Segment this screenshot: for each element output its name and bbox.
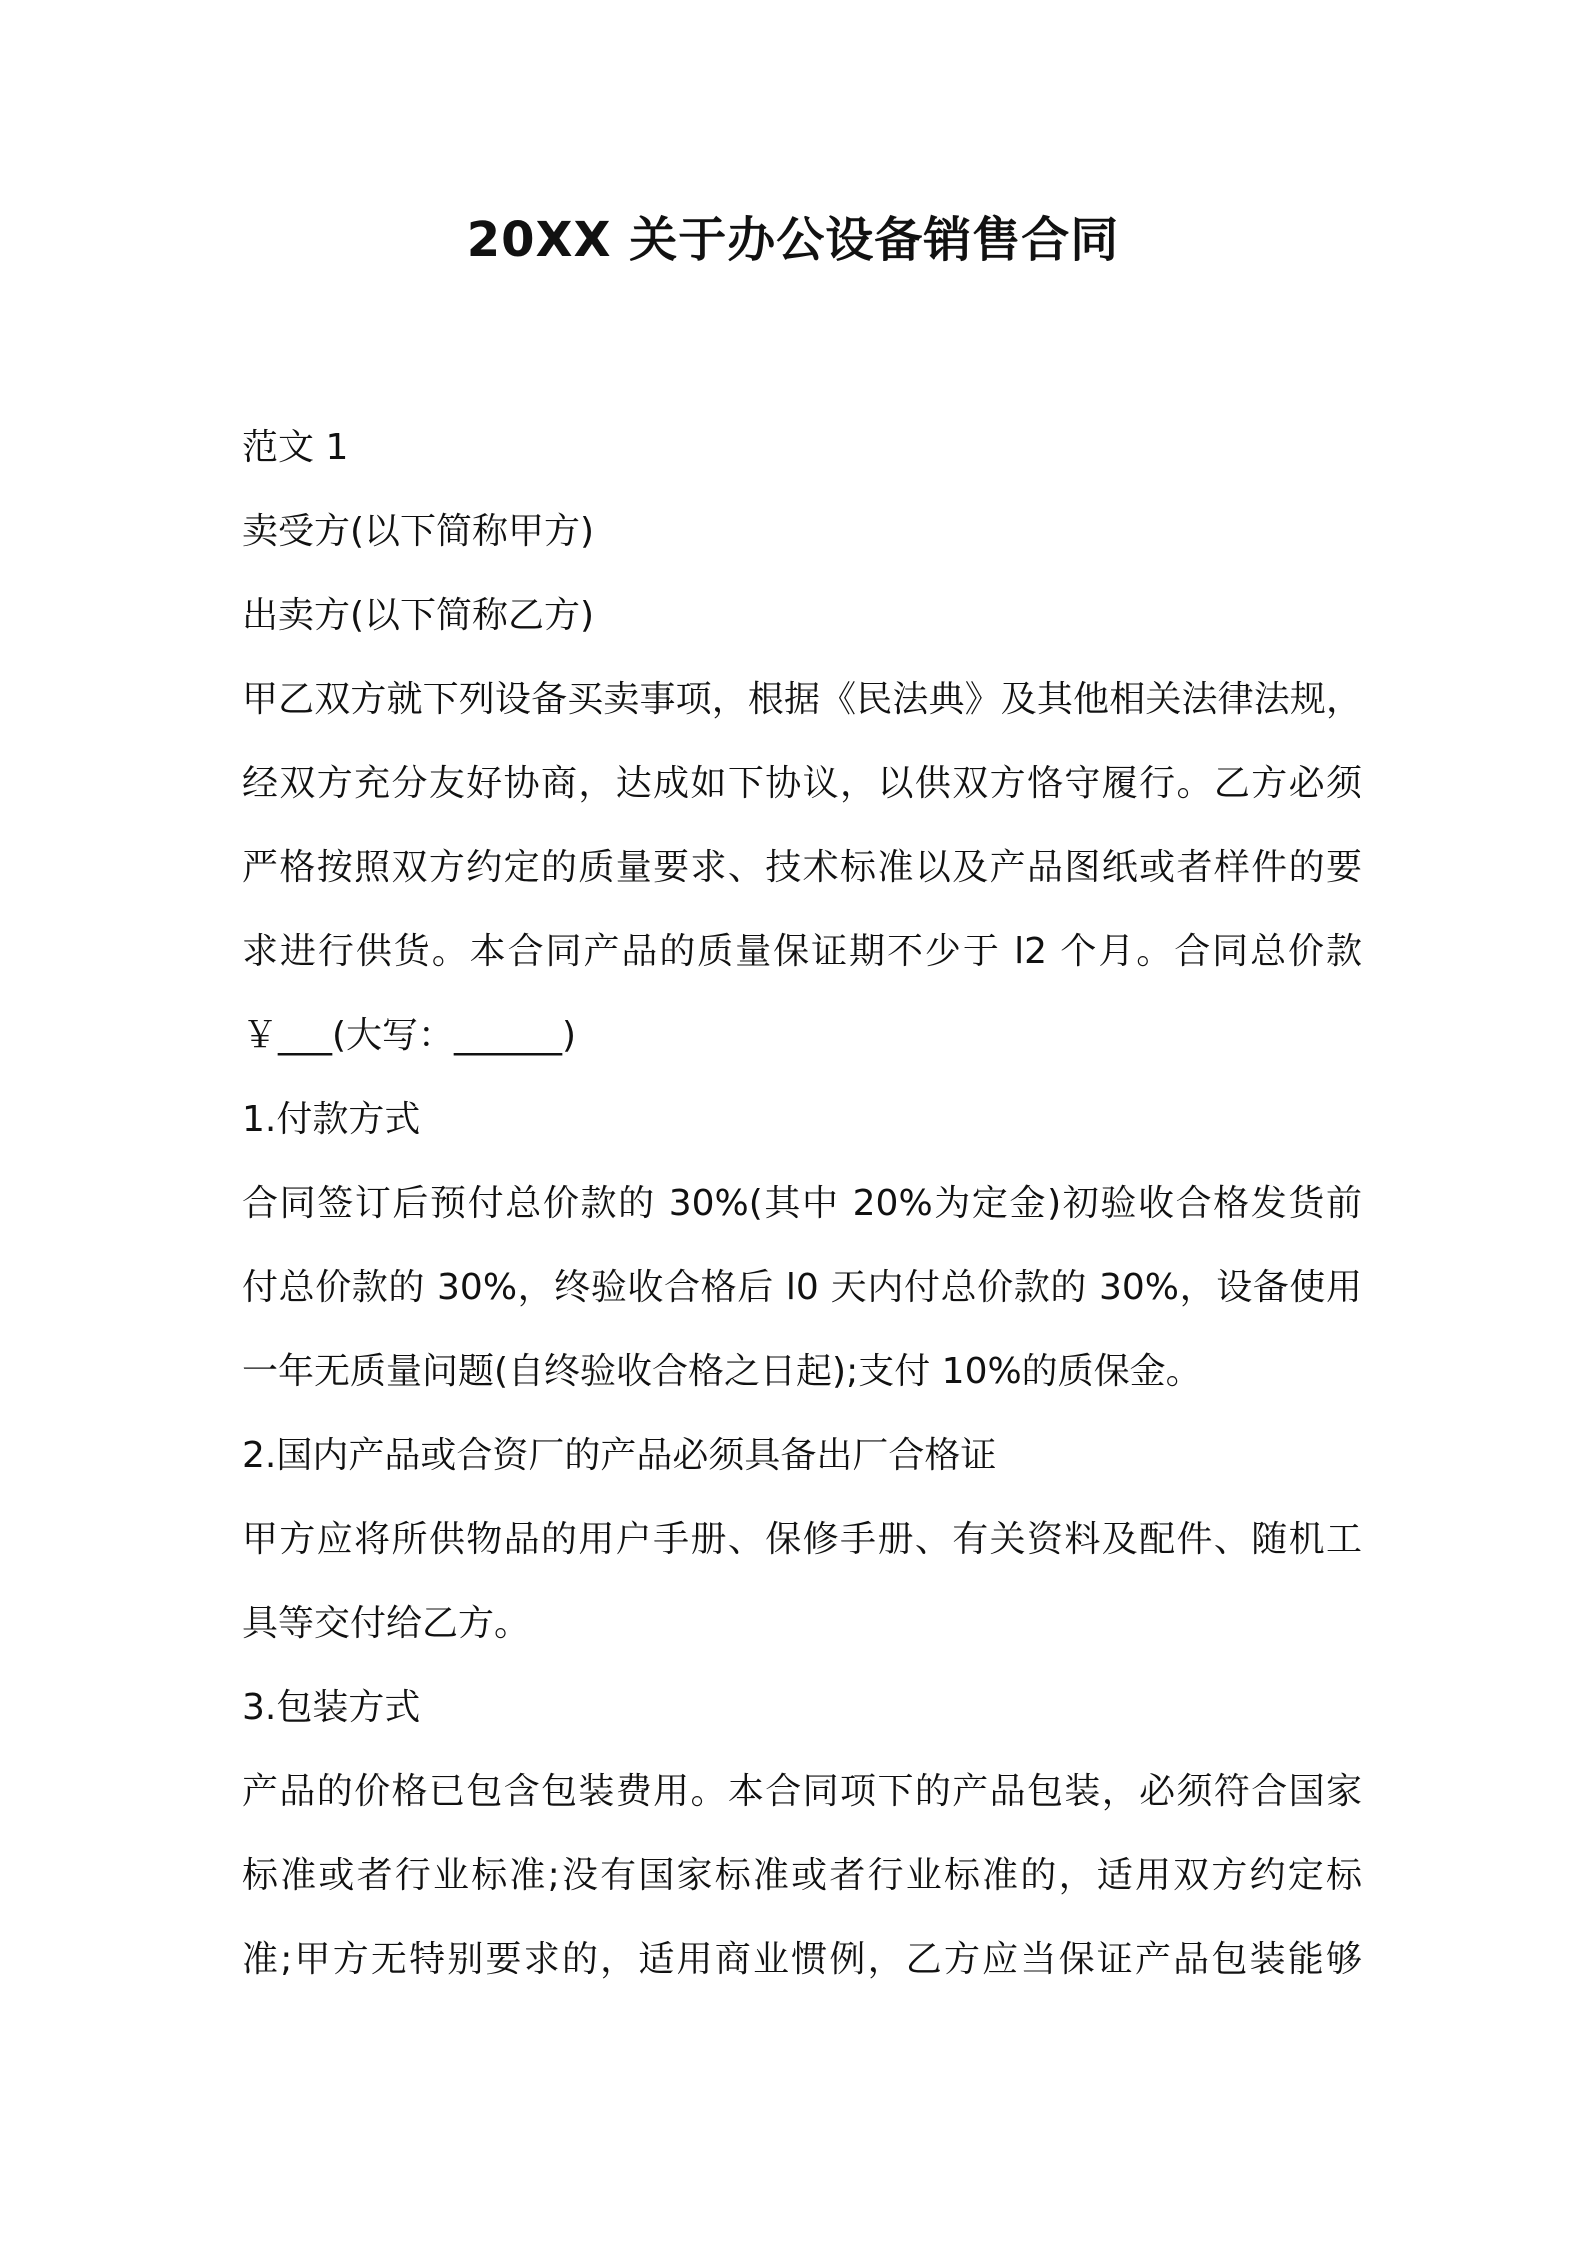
document-title: 20XX 关于办公设备销售合同 [466, 212, 1120, 268]
text-line: 严格按照双方约定的质量要求、技术标准以及产品图纸或者样件的要 [242, 847, 1362, 888]
text-line: 甲方应将所供物品的用户手册、保修手册、有关资料及配件、随机工 [242, 1519, 1362, 1560]
text-line: 付总价款的 30%，终验收合格后 l0 天内付总价款的 30%，设备使用 [242, 1267, 1362, 1308]
text-line: 具等交付给乙方。 [242, 1603, 531, 1644]
section-heading: 范文 1 [242, 427, 349, 468]
document-body [242, 406, 1362, 2002]
text-line: 合同签订后预付总价款的 30%(其中 20%为定金)初验收合格发货前 [242, 1183, 1362, 1224]
text-line: 标准或者行业标准;没有国家标准或者行业标准的，适用双方约定标 [242, 1855, 1362, 1896]
text-line: 甲乙双方就下列设备买卖事项，根据《民法典》及其他相关法律法规， [242, 679, 1362, 720]
party-line: 出卖方(以下简称乙方) [242, 595, 595, 636]
text-line: 求进行供货。本合同产品的质量保证期不少于 l2 个月。合同总价款 [242, 931, 1362, 972]
clause-heading: 1.付款方式 [242, 1099, 421, 1140]
price-line: ￥___(大写：______) [242, 1015, 577, 1056]
party-line: 卖受方(以下简称甲方) [242, 511, 595, 552]
clause-heading: 2.国内产品或合资厂的产品必须具备出厂合格证 [242, 1435, 997, 1476]
text-line: 经双方充分友好协商，达成如下协议，以供双方恪守履行。乙方必须 [242, 763, 1362, 804]
text-line: 产品的价格已包含包装费用。本合同项下的产品包装，必须符合国家 [242, 1771, 1362, 1812]
clause-heading: 3.包装方式 [242, 1687, 421, 1728]
text-line: 准;甲方无特别要求的，适用商业惯例，乙方应当保证产品包装能够 [242, 1939, 1362, 1980]
text-line: 一年无质量问题(自终验收合格之日起);支付 10%的质保金。 [242, 1351, 1202, 1392]
